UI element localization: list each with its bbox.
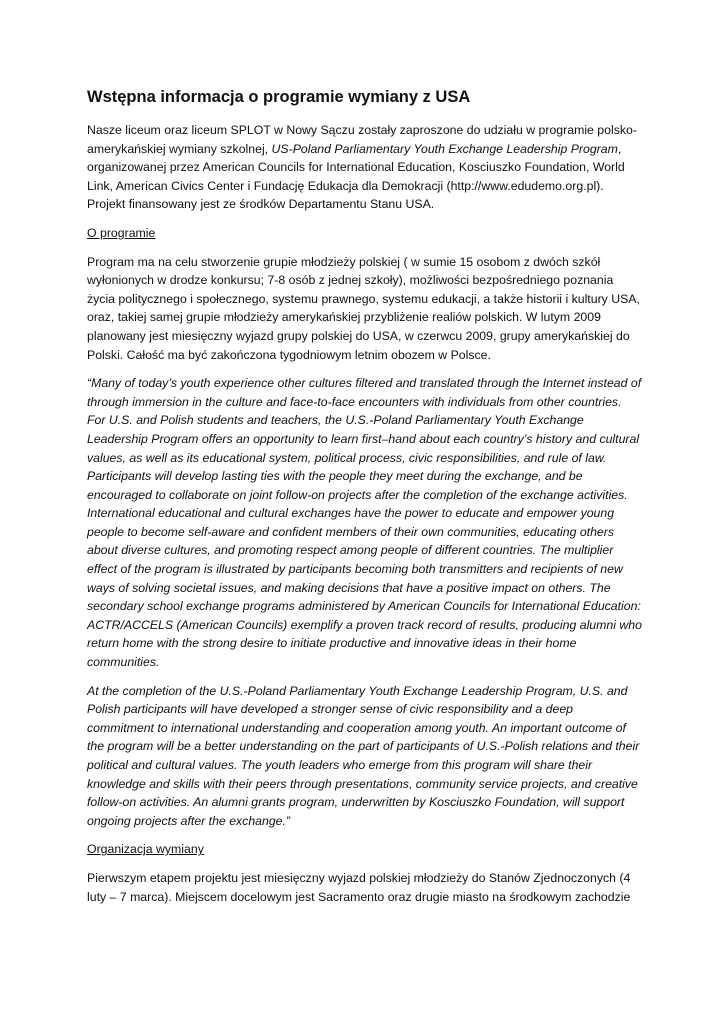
document-page xyxy=(87,86,643,916)
program-name: US-Poland Parliamentary Youth Exchange Leadership Program xyxy=(271,141,618,156)
intro-text-part1: Nasze liceum oraz liceum SPLOT w Nowy Sączu zostały zaproszone do udziału w programie polsko-amerykańskiej wymiany szkolnej, xyxy=(87,123,637,156)
section-heading-about: O programie xyxy=(87,225,156,240)
intro-text-part2: , organizowanej przez American Councils for International Education, Kosciuszko Foundation, World Link, American Civics Center i Fundację Edukacja dla Demokracji (http://www.edudemo.org.pl). Projekt finansowany jest ze środków Departamentu Stanu USA. xyxy=(87,141,625,212)
organization-paragraph: Pierwszym etapem projektu jest miesięczny wyjazd polskiej młodzieży do Stanów Zjednoczonych (4 luty – 7 marca). Miejscem docelowym jest Sacramento oraz drugie miasto na środkowym zachodzie xyxy=(87,870,631,904)
intro-paragraph xyxy=(87,121,643,214)
document-title: Wstępna informacja o programie wymiany z USA xyxy=(87,88,471,106)
about-paragraph: Program ma na celu stworzenie grupie młodzieży polskiej ( w sumie 15 osobom z dwóch szkół wyłonionych w drodze konkursu; 7-8 osób z jednej szkoły), możliwości bezpośredniego poznania życia politycznego i społecznego, systemu prawnego, systemu edukacji, a także historii i kultury USA, oraz, takiej samej grupie młodzieży amerykańskiej przybliżenie realiów polskich. W lutym 2009 planowany jest miesięczny wyjazd grupy polskiej do USA, w czerwcu 2009, grupy amerykańskiej do Polski. Całość ma być zakończona tygodniowym letnim obozem w Polsce. xyxy=(87,254,640,362)
quote-paragraph-1: “Many of today’s youth experience other cultures filtered and translated through the Internet instead of through immersion in the culture and face-to-face encounters with individuals from other countries. For U.S. and Polish students and teachers, the U.S.-Poland Parliamentary Youth Exchange Leadership Program offers an opportunity to learn first–hand about each country’s history and cultural values, as well as its educational system, political process, civic responsibilities, and rule of law. Participants will develop lasting ties with the people they meet during the exchange, and be encouraged to collaborate on joint follow-on projects after the completion of the exchange activities. International educational and cultural exchanges have the power to educate and empower young people to become self-aware and confident members of their own communities, educating others about diverse cultures, and promoting respect among people of different countries. The multiplier effect of the program is illustrated by participants becoming both transmitters and recipients of new ways of solving societal issues, and making decisions that have a positive impact on others. The secondary school exchange programs administered by American Councils for International Education: ACTR/ACCELS (American Councils) exemplify a proven track record of results, producing alumni who return home with the strong desire to initiate productive and innovative ideas in their home communities. xyxy=(87,376,642,670)
section-heading-organization: Organizacja wymiany xyxy=(87,842,204,857)
quote-paragraph-2: At the completion of the U.S.-Poland Parliamentary Youth Exchange Leadership Program, U.S. and Polish participants will have developed a stronger sense of civic responsibility and a deep commitment to international understanding and cooperation among youth. An important outcome of the program will be a better understanding on the part of participants of U.S.-Polish relations and their political and cultural values. The youth leaders who emerge from this program will share their knowledge and skills with their peers through presentations, community service projects, and creative follow-on activities. An alumni grants program, underwritten by Kosciuszko Foundation, will support ongoing projects after the exchange.” xyxy=(87,683,640,828)
